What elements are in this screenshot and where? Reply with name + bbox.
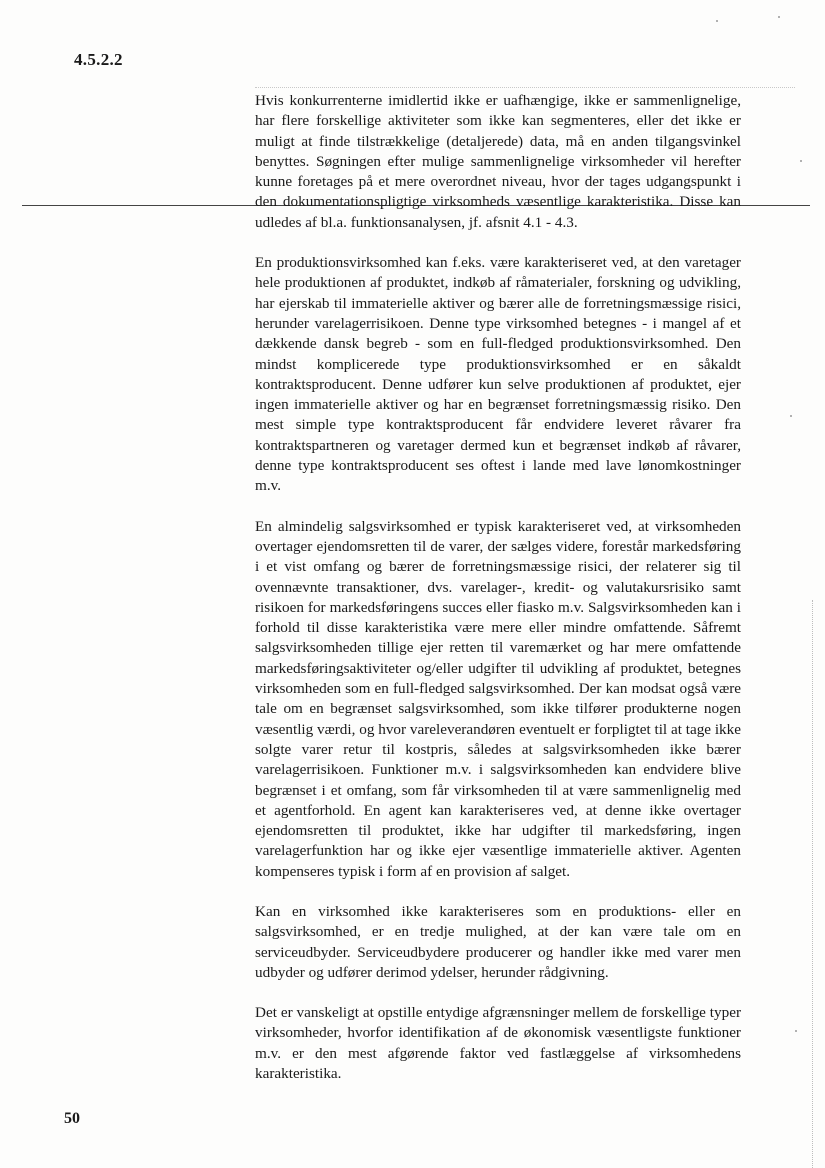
right-margin-line	[812, 600, 813, 1168]
faint-top-rule	[255, 87, 795, 88]
paragraph-production-company: En produktionsvirksomhed kan f.eks. være karakteriseret ved, at den varetager hele produktionen af produktet, indkøb af råmaterialer, forskning og udvikling, har ejerskab til immaterielle aktiver og bærer alle de forretningsmæssige risici, herunder varelagerrisikoen. Denne type virksomhed betegnes - i mangel af et dækkende dansk begreb - som en full-fledged produktionsvirksomhed. Den mindst komplicerede type produktionsvirksomhed er en såkaldt kontraktsproducent. Denne udfører kun selve produktionen af produktet, ejer ingen immaterielle aktiver og har en begrænset forretningsmæssig risiko. Den mest simple type kontraktsproducent får endvidere leveret råvarer fra kontraktspartneren og varetager dermed kun et begrænset indkøb af råvarer, denne type kontraktsproducent ses oftest i lande med lave lønomkostninger m.v.	[255, 254, 741, 495]
page-number: 50	[64, 1110, 80, 1127]
body-text	[255, 91, 741, 1103]
scan-speck	[716, 20, 718, 22]
scan-speck	[800, 160, 802, 162]
scan-speck	[790, 415, 792, 417]
scan-speck	[795, 1030, 797, 1032]
paragraph-comparables: Hvis konkurrenterne imidlertid ikke er uafhængige, ikke er sammenlignelige, har flere forskellige aktiviteter som ikke kan segmenteres, eller det ikke er muligt at finde tilstrækkelige (detaljerede) data, må en anden tilgangsvinkel benyttes. Søgningen efter mulige sammenlignelige virksomheder vil herefter kunne foretages på et mere overordnet niveau, hvor der tages udgangspunkt i den dokumentationspligtige virksomheds væsentlige karakteristika. Disse kan udledes af bl.a. funktionsanalysen, jf. afsnit 4.1 - 4.3.	[255, 92, 741, 231]
section-number: 4.5.2.2	[74, 50, 123, 69]
scan-speck	[778, 16, 780, 18]
paragraph-sales-company: En almindelig salgsvirksomhed er typisk karakteriseret ved, at virksomheden overtager ejendomsretten til de varer, der sælges videre, forestår markedsføring i et vist omfang og bærer de forretningsmæssige risici, der relaterer sig til ovennævnte transaktioner, dvs. varelager-, kredit- og valutakursrisiko samt risikoen for markedsføringens succes eller fiasko m.v. Salgsvirksomheden kan i forhold til disse karakteristika være mere eller mindre omfattende. Såfremt salgsvirksomheden tillige ejer retten til varemærket og har mere omfattende markedsføringsaktiviteter og/eller udgifter til udvikling af produktet, betegnes virksomheden som en full-fledged salgsvirksomhed. Der kan modsat også være tale om en begrænset salgsvirksomhed, som ikke tilfører produkterne nogen væsentlig værdi, og hvor vareleverandøren eventuelt er forpligtet til at tage ikke solgte varer retur til kostpris, således at salgsvirksomheden ikke bærer varelagerrisikoen. Funktioner m.v. i salgsvirksomheden kan endvidere blive begrænset i et omfang, som får virksomheden til at være sammenlignelig med et agentforhold. En agent kan karakteriseres ved, at denne ikke overtager ejendomsretten til produktet, ikke har udgifter til markedsføring, ingen varelagerfunktion har og ikke ejer væsentlige immaterielle aktiver. Agenten kompenseres typisk i form af en provision af salget.	[255, 517, 741, 880]
paragraph-service-provider: Kan en virksomhed ikke karakteriseres som en produktions- eller en salgsvirksomhed, er en tredje mulighed, at der kan være tale om en serviceudbyder. Serviceudbydere producerer og handler ikke med varer men udbyder og udfører derimod ydelser, herunder rådgivning.	[255, 902, 741, 981]
paragraph-conclusion: Det er vanskeligt at opstille entydige afgrænsninger mellem de forskellige typer virksomheder, hvorfor identifikation af de økonomisk væsentligste funktioner m.v. er den mest afgørende faktor ved fastlæggelse af virksomhedens karakteristika.	[255, 1004, 741, 1083]
